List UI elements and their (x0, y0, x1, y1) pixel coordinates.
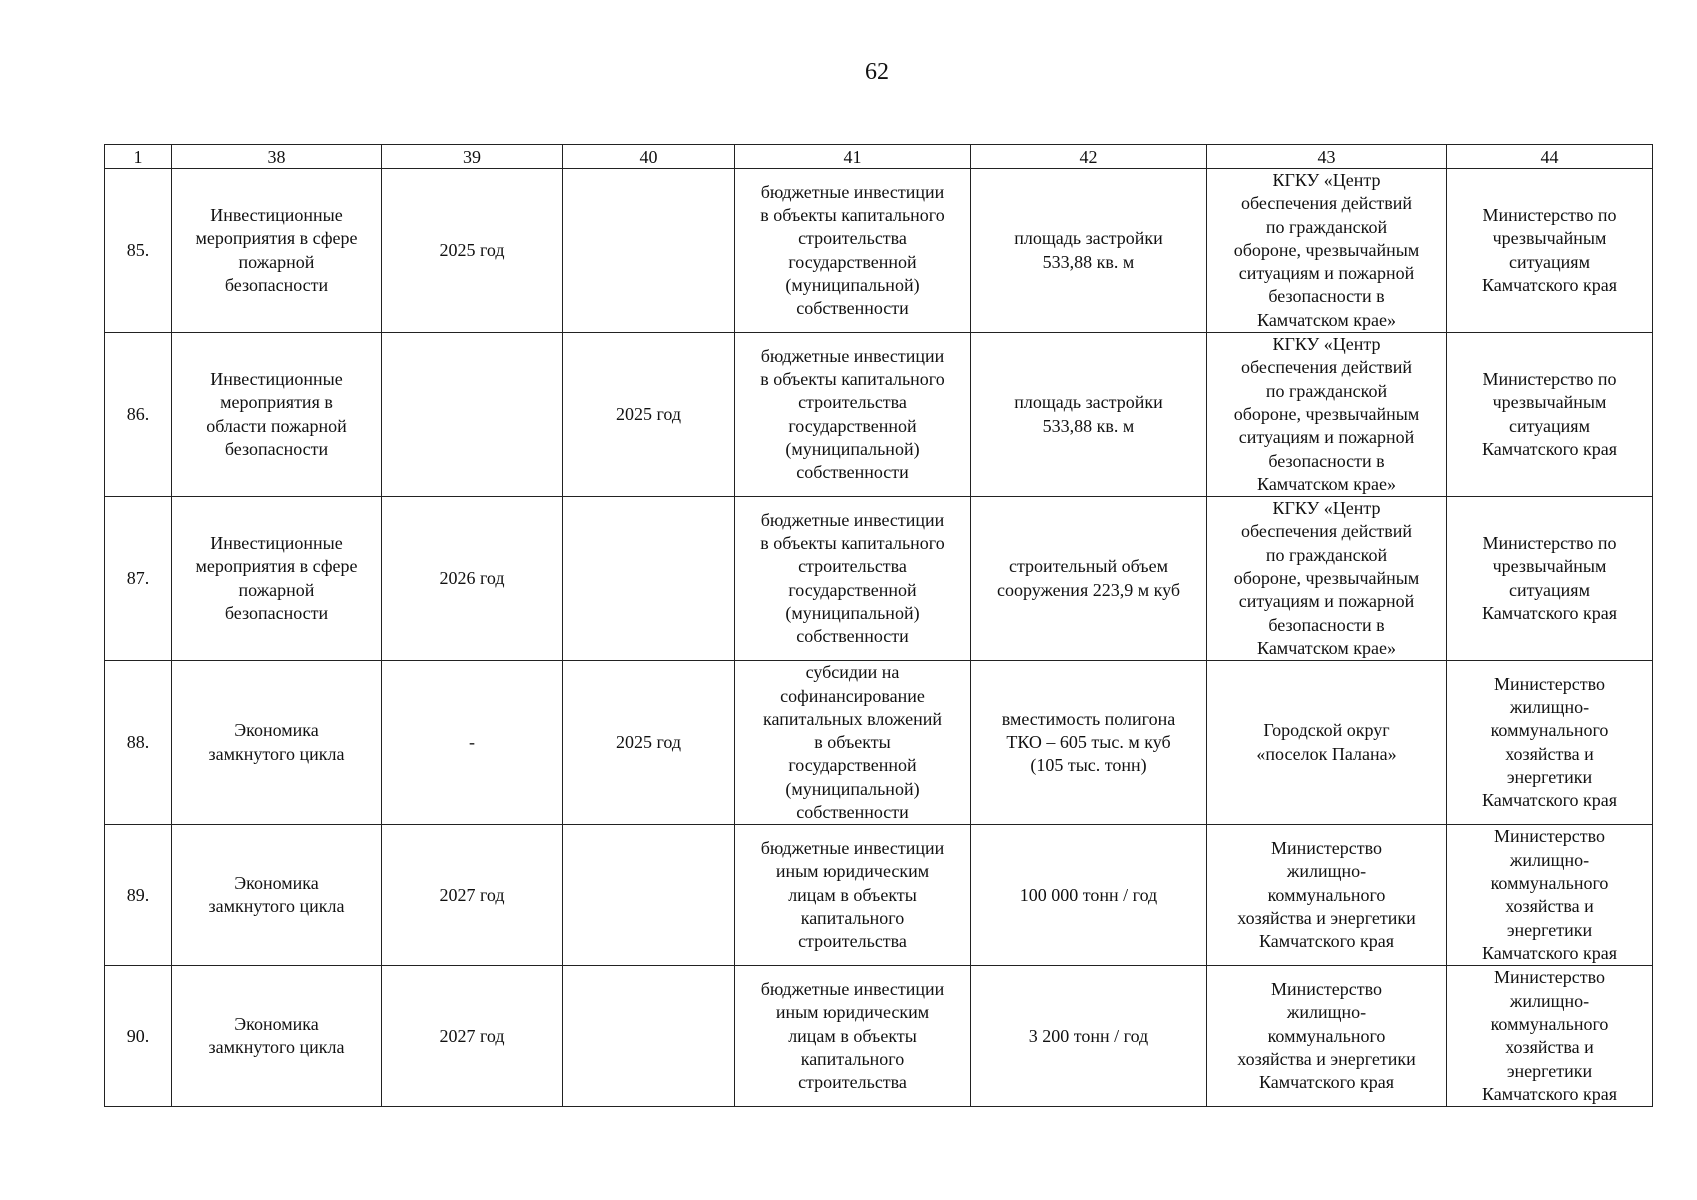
activity-name: Инвестиционные мероприятия в сфере пожарной безопасности (172, 169, 382, 333)
executor: КГКУ «Центр обеспечения действий по гражданской обороне, чрезвычайным ситуациям и пожарной безопасности в Камчатском крае» (1207, 497, 1447, 661)
executor: Министерство жилищно- коммунального хозяйства и энергетики Камчатского края (1207, 966, 1447, 1107)
row-number: 85. (105, 169, 172, 333)
row-number: 87. (105, 497, 172, 661)
table-row (105, 661, 1653, 825)
column-header-41: 41 (735, 145, 971, 169)
capacity: площадь застройки 533,88 кв. м (971, 169, 1207, 333)
column-header-40: 40 (563, 145, 735, 169)
column-header-1: 1 (105, 145, 172, 169)
year-39: 2027 год (382, 825, 563, 966)
executor: КГКУ «Центр обеспечения действий по гражданской обороне, чрезвычайным ситуациям и пожарной безопасности в Камчатском крае» (1207, 169, 1447, 333)
year-40 (563, 825, 735, 966)
funding-type: бюджетные инвестиции иным юридическим лицам в объекты капитального строительства (735, 825, 971, 966)
year-39 (382, 333, 563, 497)
table-row (105, 497, 1653, 661)
row-number: 88. (105, 661, 172, 825)
year-39: 2025 год (382, 169, 563, 333)
year-40 (563, 169, 735, 333)
table-row (105, 169, 1653, 333)
activity-name: Экономика замкнутого цикла (172, 825, 382, 966)
responsible-body: Министерство по чрезвычайным ситуациям Камчатского края (1447, 169, 1653, 333)
column-header-38: 38 (172, 145, 382, 169)
executor: Министерство жилищно- коммунального хозяйства и энергетики Камчатского края (1207, 825, 1447, 966)
header-row (105, 145, 1653, 169)
column-header-44: 44 (1447, 145, 1653, 169)
column-header-39: 39 (382, 145, 563, 169)
funding-type: бюджетные инвестиции в объекты капитального строительства государственной (муниципальной) собственности (735, 169, 971, 333)
column-header-43: 43 (1207, 145, 1447, 169)
column-header-42: 42 (971, 145, 1207, 169)
responsible-body: Министерство жилищно- коммунального хозяйства и энергетики Камчатского края (1447, 966, 1653, 1107)
capacity: 3 200 тонн / год (971, 966, 1207, 1107)
responsible-body: Министерство жилищно- коммунального хозяйства и энергетики Камчатского края (1447, 825, 1653, 966)
table-row (105, 966, 1653, 1107)
executor: КГКУ «Центр обеспечения действий по гражданской обороне, чрезвычайным ситуациям и пожарной безопасности в Камчатском крае» (1207, 333, 1447, 497)
responsible-body: Министерство по чрезвычайным ситуациям Камчатского края (1447, 497, 1653, 661)
table-row (105, 825, 1653, 966)
year-40: 2025 год (563, 661, 735, 825)
funding-type: бюджетные инвестиции в объекты капитального строительства государственной (муниципальной) собственности (735, 333, 971, 497)
page-number: 62 (865, 59, 889, 85)
year-40 (563, 497, 735, 661)
activity-name: Инвестиционные мероприятия в области пожарной безопасности (172, 333, 382, 497)
responsible-body: Министерство жилищно- коммунального хозяйства и энергетики Камчатского края (1447, 661, 1653, 825)
year-39: 2026 год (382, 497, 563, 661)
table-row (105, 333, 1653, 497)
activity-name: Экономика замкнутого цикла (172, 661, 382, 825)
capacity: площадь застройки 533,88 кв. м (971, 333, 1207, 497)
funding-type: бюджетные инвестиции в объекты капитального строительства государственной (муниципальной) собственности (735, 497, 971, 661)
responsible-body: Министерство по чрезвычайным ситуациям Камчатского края (1447, 333, 1653, 497)
year-39: - (382, 661, 563, 825)
investment-table (104, 144, 1653, 1107)
executor: Городской округ «поселок Палана» (1207, 661, 1447, 825)
capacity: строительный объем сооружения 223,9 м куб (971, 497, 1207, 661)
capacity: вместимость полигона ТКО – 605 тыс. м куб (105 тыс. тонн) (971, 661, 1207, 825)
year-40: 2025 год (563, 333, 735, 497)
row-number: 89. (105, 825, 172, 966)
year-40 (563, 966, 735, 1107)
activity-name: Инвестиционные мероприятия в сфере пожарной безопасности (172, 497, 382, 661)
row-number: 86. (105, 333, 172, 497)
funding-type: бюджетные инвестиции иным юридическим лицам в объекты капитального строительства (735, 966, 971, 1107)
year-39: 2027 год (382, 966, 563, 1107)
activity-name: Экономика замкнутого цикла (172, 966, 382, 1107)
row-number: 90. (105, 966, 172, 1107)
capacity: 100 000 тонн / год (971, 825, 1207, 966)
funding-type: субсидии на софинансирование капитальных вложений в объекты государственной (муниципальной) собственности (735, 661, 971, 825)
